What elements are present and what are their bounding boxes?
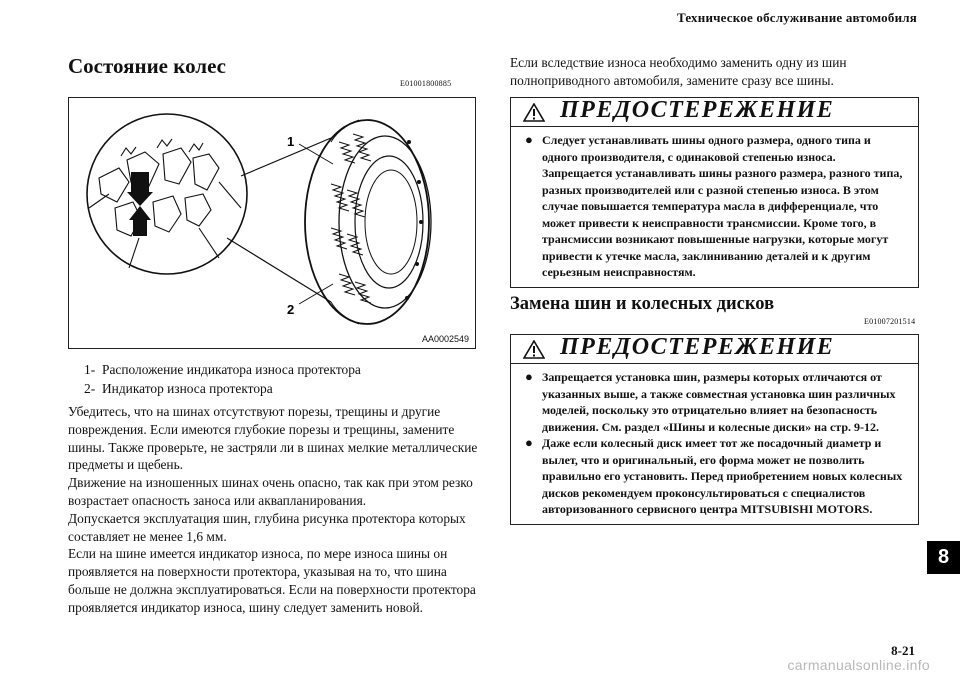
- section-title-tire-replacement: Замена шин и колесных дисков: [510, 294, 775, 314]
- legend-num: 1-: [84, 362, 96, 377]
- callout-1: 1: [287, 134, 295, 149]
- figure-legend: [84, 360, 361, 398]
- bullet-text: Запрещается установка шин, размеры которых отличаются от указанных выше, а также совместная установка шин различных моделей, поскольку это отрицательно влияет на безопасность движения. См. раздел «Шины и колесные диски» на стр. 9-12.: [542, 370, 896, 434]
- tire-wear-figure: [68, 97, 476, 349]
- warning-bullet: [525, 132, 908, 281]
- body-text: [68, 403, 478, 617]
- warning-box-1: [510, 97, 919, 288]
- callout-2: 2: [287, 302, 295, 317]
- warning-box-2: [510, 334, 919, 525]
- bullet-text: Даже если колесный диск имеет тот же посадочный диаметр и вылет, что и оригинальный, его форма может не позволить правильно его установить. Перед приобретением новых колесных дисков рекомендуем проконсультироваться с специалистов авторизованного сервисного центра MITSUBISHI MOTORS.: [542, 436, 903, 516]
- section-code: E01001800885: [400, 79, 452, 88]
- section-tab: 8: [927, 541, 960, 574]
- watermark: carmanualsonline.info: [787, 657, 930, 673]
- warning-bullet: [525, 435, 908, 518]
- warning-header: [511, 335, 918, 364]
- warning-triangle-icon: [523, 103, 545, 122]
- legend-text: Индикатор износа протектора: [102, 381, 273, 396]
- warning-label: ПРЕДОСТЕРЕЖЕНИЕ: [560, 97, 835, 123]
- paragraph: Если на шине имеется индикатор износа, по мере износа шины он проявляется на поверхности протектора, указывая на то, что шина больше не должна эксплуатироваться. Если на поверхности протектора проявляется индикатор износа, шину следует заменить новой.: [68, 546, 476, 615]
- warning-body: [511, 127, 918, 287]
- figure-code: AA0002549: [421, 334, 469, 344]
- legend-num: 2-: [84, 381, 96, 396]
- warning-header: [511, 98, 918, 127]
- bullet-icon: ●: [525, 435, 533, 450]
- tire-side-view: [305, 120, 431, 324]
- paragraph: Убедитесь, что на шинах отсутствуют порезы, трещины и другие повреждения. Если имеются глубокие порезы и трещины, замените шины. Также проверьте, не застряли ли в шинах мелкие металлические предметы и щебень.: [68, 404, 478, 473]
- legend-item: [84, 379, 361, 398]
- running-header: Техническое обслуживание автомобиля: [676, 10, 917, 25]
- section-title-wheel-condition: Состояние колес: [68, 54, 226, 78]
- warning-triangle-icon: [523, 340, 545, 359]
- legend-text: Расположение индикатора износа протектора: [102, 362, 361, 377]
- paragraph: Движение на изношенных шинах очень опасно, так как при этом резко возрастает опасность заноса или аквапланирования.: [68, 475, 473, 508]
- bullet-icon: ●: [525, 369, 533, 384]
- legend-item: [84, 360, 361, 379]
- section-code: E01007201514: [864, 317, 916, 326]
- page-number: 8-21: [891, 643, 915, 658]
- warning-label: ПРЕДОСТЕРЕЖЕНИЕ: [560, 334, 835, 360]
- warning-body: [511, 364, 918, 524]
- tire-illustration: [69, 98, 476, 349]
- warning-bullet: [525, 369, 908, 435]
- paragraph: Допускается эксплуатация шин, глубина рисунка протектора которых составляет не менее 1,6 мм.: [68, 510, 466, 544]
- bullet-text: Следует устанавливать шины одного размера, одного типа и одного производителя, с одинаковой степенью износа. Запрещается устанавливать шины разного размера, разного типа, разных производителей или с разной степенью износа. В этом случае повышается температура масла в дифференциале, что может привести к неисправности трансмиссии. Кроме того, в трансмиссии возникают повышенные нагрузки, которые могут привести к утечке масла, заклиниванию деталей и к другим серьезным неисправностям.: [542, 133, 903, 279]
- bullet-icon: ●: [525, 132, 533, 147]
- intro-paragraph: Если вследствие износа необходимо заменить одну из шин полноприводного автомобиля, замените сразу все шины.: [510, 55, 847, 88]
